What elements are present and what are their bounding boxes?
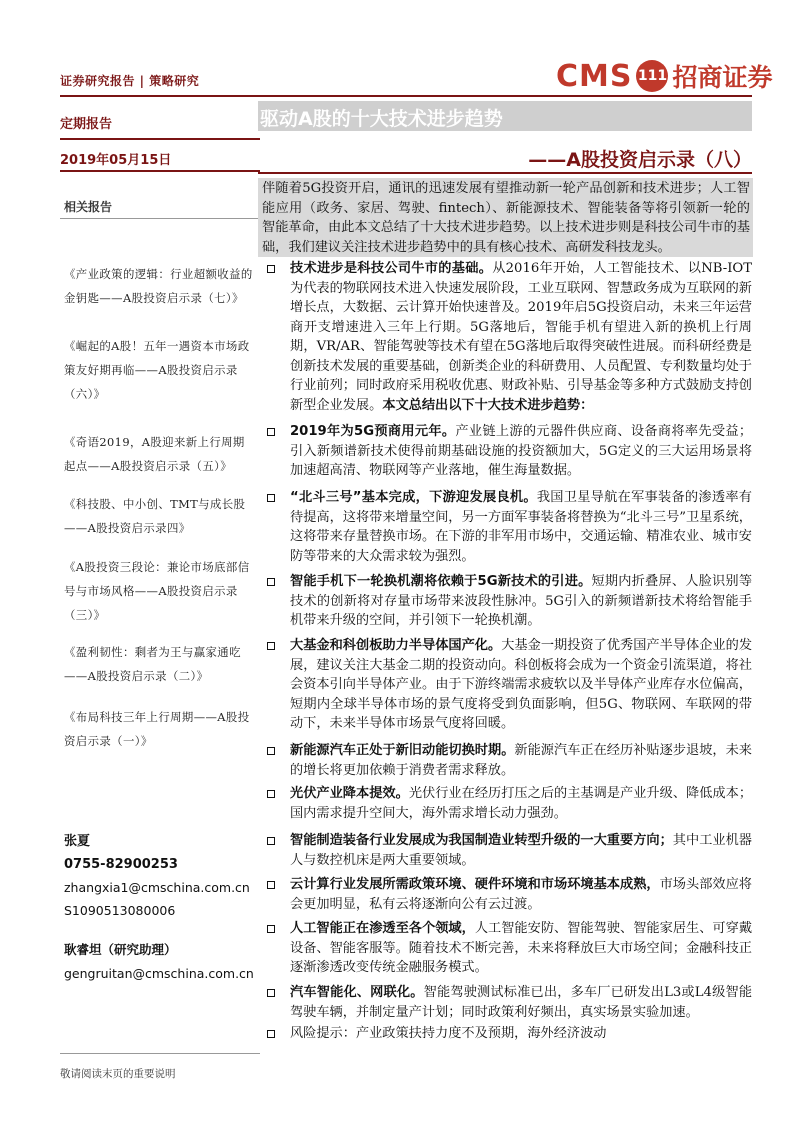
checkbox-bullet-icon bbox=[267, 989, 275, 997]
bullet-item bbox=[258, 784, 752, 823]
bullet-heading: 2019年为5G预商用元年。 bbox=[290, 424, 456, 439]
risk-warning-text: 风险提示：产业政策扶持力度不及预期，海外经济波动 bbox=[290, 1026, 607, 1041]
bullet-heading: “北斗三号”基本完成，下游迎发展良机。 bbox=[290, 490, 537, 505]
bullet-heading: 光伏产业降本提效。 bbox=[290, 786, 409, 801]
assistant-name: 耿睿坦（研究助理） bbox=[64, 942, 177, 957]
related-report-item[interactable]: 《布局科技三年上行周期——A股投资启示录（一）》 bbox=[64, 710, 250, 748]
checkbox-bullet-icon bbox=[267, 428, 275, 436]
assistant-email[interactable]: gengruitan@cmschina.com.cn bbox=[64, 966, 254, 981]
bullet-item bbox=[258, 875, 752, 914]
bullet-text: 其中工业机器人与数控机床是两大重要领域。 bbox=[290, 833, 752, 868]
bullet-item bbox=[258, 572, 752, 631]
related-report-item[interactable]: 《产业政策的逻辑：行业超额收益的金钥匙——A股投资启示录（七）》 bbox=[64, 267, 253, 305]
bullet-text: 产业链上游的元器件供应商、设备商将率先受益；引入新频谱新技术使得前期基础设施的投资额加大，5G定义的三大运用场景将加速超高清、物联网等产业落地，催生海量数据。 bbox=[290, 424, 753, 478]
bullet-heading: 技术进步是科技公司牛市的基础。 bbox=[290, 261, 493, 276]
author-name: 张夏 bbox=[64, 834, 91, 849]
bullet-heading: 大基金和科创板助力半导体国产化。 bbox=[290, 638, 502, 653]
bullet-heading: 汽车智能化、网联化。 bbox=[290, 985, 424, 1000]
related-report-item[interactable]: 《科技股、中小创、TMT与成长股——A股投资启示录四》 bbox=[64, 497, 246, 535]
bullet-conclusion: 本文总结出以下十大技术进步趋势： bbox=[382, 397, 594, 413]
bullet-heading: 云计算行业发展所需政策环境、硬件环境和市场环境基本成熟， bbox=[290, 877, 660, 892]
checkbox-bullet-icon bbox=[267, 837, 275, 845]
report-category: 证券研究报告 | 策略研究 bbox=[60, 74, 200, 88]
bullet-item bbox=[258, 741, 752, 780]
checkbox-bullet-icon bbox=[267, 790, 275, 798]
checkbox-bullet-icon bbox=[267, 578, 275, 586]
bullet-heading: 新能源汽车正处于新旧动能切换时期。 bbox=[290, 743, 515, 758]
report-date: 2019年05月15日 bbox=[60, 153, 172, 168]
related-report-item[interactable]: 《崛起的A股！五年一遇资本市场政策友好期再临——A股投资启示录（六）》 bbox=[64, 339, 250, 401]
author-phone: 0755-82900253 bbox=[64, 857, 178, 872]
author-license: S1090513080006 bbox=[64, 903, 176, 918]
checkbox-bullet-icon bbox=[267, 1030, 275, 1038]
bullet-heading: 智能制造装备行业发展成为我国制造业转型升级的一大重要方向； bbox=[290, 833, 673, 848]
related-report-item[interactable]: 《A股投资三段论：兼论市场底部信号与市场风格——A股投资启示录（三）》 bbox=[64, 560, 250, 622]
author-block bbox=[64, 830, 254, 981]
checkbox-bullet-icon bbox=[267, 642, 275, 650]
checkbox-bullet-icon bbox=[267, 881, 275, 889]
bullet-text: 我国卫星导航在军事装备的渗透率有待提高，这将带来增量空间，另一方面军事装备将替换为“北斗三号”卫星系统，这将带来存量替换市场。在下游的非军用市场中，交通运输、精准农业、城市安防等带来的大众需求较为强烈。 bbox=[290, 490, 752, 564]
left-bottom-divider bbox=[60, 1053, 260, 1054]
bullet-item bbox=[258, 422, 752, 481]
left-divider bbox=[60, 170, 260, 172]
bullet-heading: 智能手机下一轮换机潮将依赖于5G新技术的引进。 bbox=[290, 574, 592, 589]
author-email[interactable]: zhangxia1@cmschina.com.cn bbox=[64, 880, 250, 895]
bullet-text: 智能驾驶测试标准已出，多车厂已研发出L3或L4级智能驾驶车辆，并制定量产计划；同时政策利好频出，真实场景实验加速。 bbox=[290, 985, 753, 1020]
title-divider bbox=[258, 172, 752, 174]
bullet-item bbox=[258, 831, 752, 870]
logo-emblem-icon: 111 bbox=[636, 60, 668, 92]
logo-cms-text: CMS bbox=[556, 58, 633, 94]
bullet-text: 短期内折叠屏、人脸识别等技术的创新将对存量市场带来波段性脉冲。5G引入的新频谱新技术将给智能手机带来升级的空间，并引领下一轮换机潮。 bbox=[290, 574, 753, 628]
checkbox-bullet-icon bbox=[267, 494, 275, 502]
bullet-item bbox=[258, 1024, 752, 1044]
bullet-item bbox=[258, 259, 752, 415]
related-divider bbox=[60, 218, 260, 219]
bullet-item bbox=[258, 983, 752, 1022]
checkbox-bullet-icon bbox=[267, 747, 275, 755]
summary-box: 伴随着5G投资开启，通讯的迅速发展有望推动新一轮产品创新和技术进步；人工智能应用（政务、家居、驾驶、fintech）、新能源技术、智能装备等将引领新一轮的智能革命，由此本文总结了十大技术进步趋势。以上技术进步则是科技公司牛市的基础，我们建议关注技术进步趋势中的具有核心技术、高研发科技龙头。 bbox=[258, 178, 753, 257]
report-subtitle: ——A股投资启示录（八） bbox=[528, 149, 752, 171]
checkbox-bullet-icon bbox=[267, 925, 275, 933]
header-divider bbox=[60, 95, 752, 97]
report-type: 定期报告 bbox=[60, 117, 113, 132]
bullet-text: 新能源汽车正在经历补贴逐步退坡，未来的增长将更加依赖于消费者需求释放。 bbox=[290, 743, 752, 778]
bullet-text: 人工智能安防、智能驾驶、智能家居生、可穿戴设备、智能客服等。随着技术不断完善，未来将释放巨大市场空间；金融科技正逐渐渗透改变传统金融服务模式。 bbox=[290, 921, 753, 975]
logo-chinese-text: 招商证券 bbox=[672, 63, 773, 92]
left-divider bbox=[60, 138, 260, 140]
company-logo bbox=[556, 56, 773, 96]
related-report-item[interactable]: 《奇语2019，A股迎来新上行周期起点——A股投资启示录（五）》 bbox=[64, 435, 245, 473]
bullet-item bbox=[258, 636, 752, 734]
bullet-text: 大基金一期投资了优秀国产半导体企业的发展，建议关注大基金二期的投资动向。科创板将会成为一个资金引流渠道，将社会资本引向半导体产业。由于下游终端需求疲软以及半导体产业库存水位偏高，短期内全球半导体市场的景气度将受到负面影响，但5G、物联网、车联网的带动下，未来半导体市场景气度将回暖。 bbox=[290, 638, 753, 731]
checkbox-bullet-icon bbox=[267, 265, 275, 273]
related-reports-heading: 相关报告 bbox=[64, 200, 113, 214]
bullet-text: 从2016年开始，人工智能技术、以NB-IOT为代表的物联网技术进入快速发展阶段，工业互联网、智慧政务成为互联网的新增长点，大数据、云计算开始快速普及。2019年启5G投资启动，未来三年运营商开支增速进入三年上行期。5G落地后，智能手机有望进入新的换机上行周期，VR/AR、智能驾驶等技术有望在5G落地后取得突破性进展。而科研经费是创新技术发展的重要基础，创新类企业的科研费用、人员配置、专利数量均处于行业前列；同时政府采用税收优惠、财政补贴、引导基金等多种方式鼓励支持创新型企业发展。 bbox=[290, 261, 753, 413]
bullet-text: 市场头部效应将会更加明显，私有云将逐渐向公有云过渡。 bbox=[290, 877, 752, 912]
footer-note: 敬请阅读末页的重要说明 bbox=[60, 1068, 176, 1080]
bullet-text: 光伏行业在经历打压之后的主基调是产业升级、降低成本；国内需求提升空间大，海外需求增长动力强劲。 bbox=[290, 786, 753, 821]
report-title: 驱动A股的十大技术进步趋势 bbox=[260, 108, 503, 130]
bullet-heading: 人工智能正在渗透至各个领域， bbox=[290, 921, 475, 936]
bullet-item bbox=[258, 488, 752, 566]
bullet-item bbox=[258, 919, 752, 978]
related-report-item[interactable]: 《盈利韧性：剩者为王与赢家通吃——A股投资启示录（二）》 bbox=[64, 645, 241, 683]
